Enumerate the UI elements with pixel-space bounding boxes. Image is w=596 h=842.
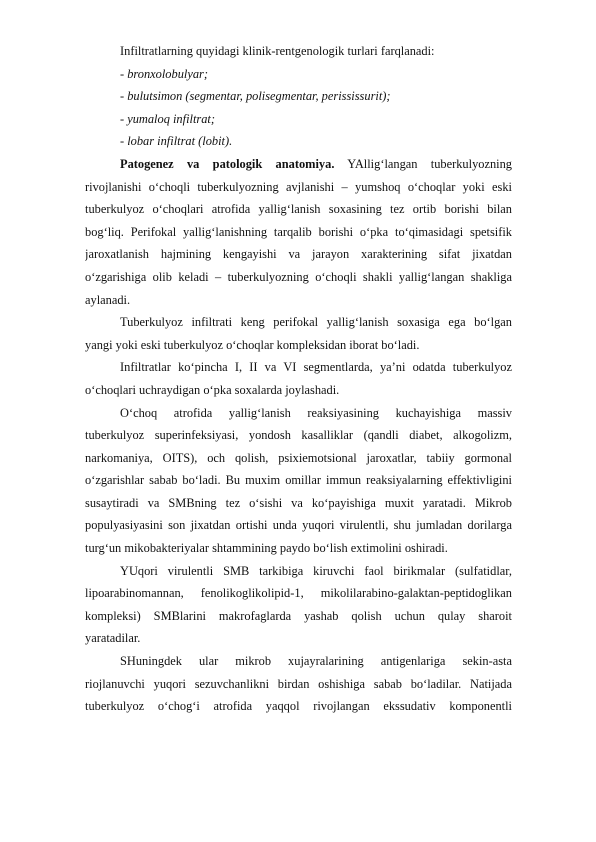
intro-line: Infiltratlarning quyidagi klinik-rentgenologik turlari farqlanadi: [120, 44, 435, 58]
paragraph-line: narkomaniya, OITS), och qolish, psixiemotsional jaroxatlar, tabiiy gormonal [85, 450, 512, 465]
paragraph-line: o‘choqlari uchraydigan o‘pka soxalarda joylashadi. [85, 382, 340, 397]
type-item-bronxolobulyar: - bronxolobulyar; [120, 66, 208, 81]
paragraph-line: susaytiradi va SMBning tez o‘sishi va ko‘payishiga muxit yaratadi. Mikrob [85, 495, 512, 510]
paragraph-line: Tuberkulyoz infiltrati keng perifokal yallig‘lanish soxasiga ega bo‘lgan [120, 315, 512, 330]
paragraph-line: lipoarabinomannan, fenolikoglikolipid-1, mikolilarabino-galaktan-peptidoglikan [85, 586, 512, 601]
type-item-lobar: - lobar infiltrat (lobit). [120, 134, 233, 149]
paragraph-line: o‘zgarishlar sabab bo‘ladi. Bu muxim omillar immun reaksiyalarning effektivligini [85, 473, 512, 488]
paragraph-line: tuberkulyoz o‘chog‘i atrofida yaqqol rivojlangan ekssudativ komponentli [85, 699, 512, 714]
paragraph-line: yangi yoki eski tuberkulyoz o‘choqlar kompleksidan iborat bo‘ladi. [85, 337, 420, 352]
paragraph-line: o‘zgarishiga olib keladi – tuberkulyozning o‘choqli shakli yallig‘langan shakliga [85, 269, 512, 284]
paragraph-line: jaroxatlanish hajmining kengayishi va jarayon xarakterining sifat jixatdan [85, 247, 512, 262]
paragraph-line: YUqori virulentli SMB tarkibiga kiruvchi faol birikmalar (sulfatidlar, [120, 563, 512, 578]
paragraph-line: tuberkulyoz superinfeksiyasi, yondosh kasalliklar (qandli diabet, alkogolizm, [85, 428, 512, 443]
paragraph-line: rivojlanishi o‘choqli tuberkulyozning avjlanishi – yumshoq o‘choqlar yoki eski [85, 179, 512, 194]
section-heading: Patogenez va patologik anatomiya. [120, 156, 335, 171]
paragraph-line: populyasiyasini son jixatdan ortishi unda yuqori virulentli, shu jumladan dorilarga [85, 518, 512, 533]
paragraph-line: turg‘un mikobakteriyalar shtammining paydo bo‘lish extimolini oshiradi. [85, 541, 448, 556]
type-item-bulutsimon: - bulutsimon (segmentar, polisegmentar, perississurit); [120, 89, 391, 104]
paragraph-line: tuberkulyoz o‘choqlari atrofida yallig‘lanish soxasining tez ortib borishi bilan [85, 202, 512, 217]
paragraph-line: Infiltratlar ko‘pincha I, II va VI segmentlarda, ya’ni odatda tuberkulyoz [120, 360, 512, 375]
paragraph-line: O‘choq atrofida yallig‘lanish reaksiyasining kuchayishiga massiv [120, 405, 512, 420]
paragraph-line: kompleksi) SMBlarini makrofaglarda yashab qolish uchun qulay sharoit [85, 608, 512, 623]
paragraph-line: bog‘liq. Perifokal yallig‘lanishning tarqalib borishi o‘pka to‘qimasidagi spetsifik [85, 224, 512, 239]
document-page [85, 40, 512, 718]
paragraph-line: aylanadi. [85, 292, 131, 307]
paragraph-line: yaratadilar. [85, 631, 141, 646]
section-heading-line [85, 153, 512, 176]
type-item-yumaloq: - yumaloq infiltrat; [120, 111, 215, 126]
paragraph-text: YAllig‘langan tuberkulyozning [334, 156, 512, 171]
paragraph-line: SHuningdek ular mikrob xujayralarining antigenlariga sekin-asta [120, 654, 512, 669]
paragraph-line: riojlanuvchi yuqori sezuvchanlikni birdan oshishiga sabab bo‘ladilar. Natijada [85, 676, 512, 691]
